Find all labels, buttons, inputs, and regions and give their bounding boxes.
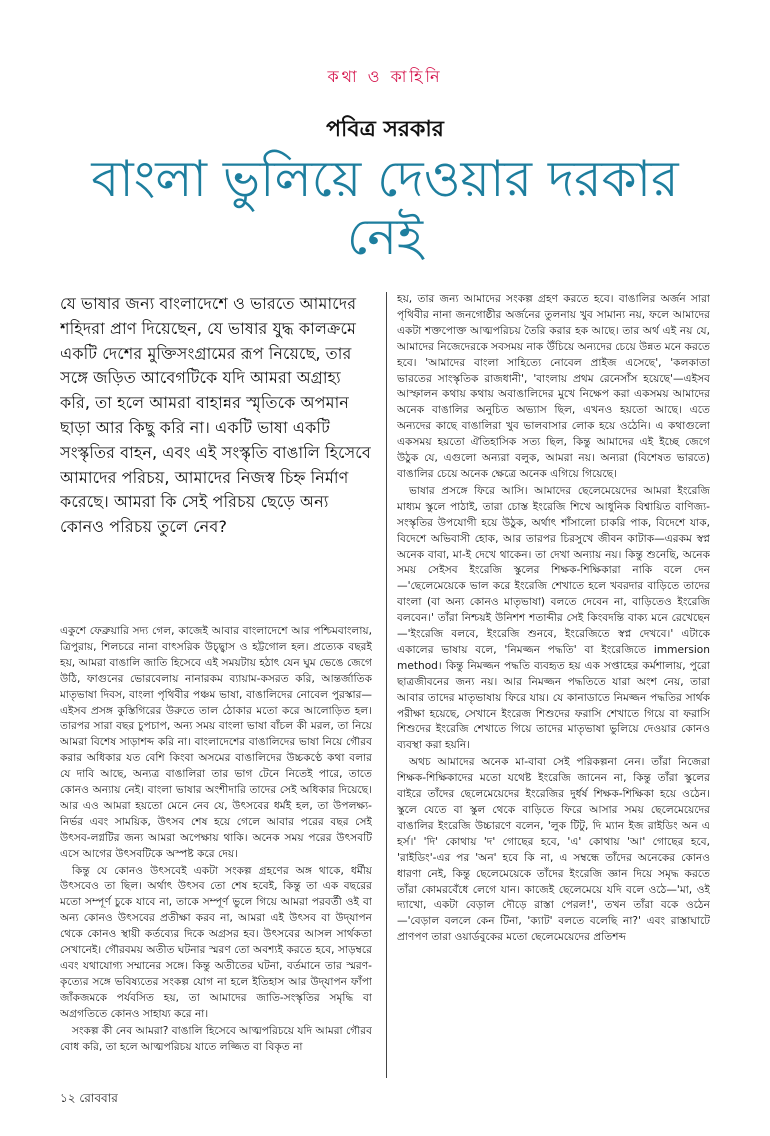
column-divider	[386, 292, 387, 1078]
left-column	[60, 292, 372, 1078]
author-byline: পবিত্র সরকার	[326, 117, 444, 142]
body-paragraph: সংকল্প কী নেব আমরা? বাঙালি হিসেবে আত্মপরিচয়ে যদি আমরা গৌরব বোধ করি, তা হলে আত্মপরিচয় যাতে লজ্জিত বা বিকৃত না	[60, 1024, 372, 1053]
body-paragraph: কিন্তু যে কোনও উৎসবেই একটা সংকল্প গ্রহণের অঙ্গ থাকে, ধর্মীয় উৎসবেও তা ছিল। অর্থাৎ উৎসব তো শেষ হবেই, কিন্তু তা এক বছরের মতো সম্পূর্ণ চুকে যাবে না, তাকে সম্পূর্ণ ভুলে গিয়ে আমরা পরবর্তী ওই বা অন্য কোনও উৎসবের প্রতীক্ষা করব না, আমরা এই উৎসব বা উদ্‌যাপন থেকে কোনও স্থায়ী কর্তব্যের দিকে অগ্রসর হব। উৎসবের আসল সার্থকতা সেখানেই। গৌরবময় অতীত ঘটনার স্মরণ তো অবশ্যই করতে হবে, সাড়ম্বরে এবং যথাযোগ্য সম্মানের সঙ্গে। কিন্তু অতীতের ঘটনা, বর্তমানে তার স্মরণ-কৃত্যের সঙ্গে ভবিষ্যতের সংকল্প যোগ না হলে ইতিহাস আর উদ্‌যাপন ফাঁপা জাঁকজমকে পর্যবসিত হয়, তা আমাদের জাতি-সংস্কৃতির সমৃদ্ধি বা অগ্রগতিতে কোনও সাহায্য করে না।	[60, 864, 372, 1020]
body-paragraph: ভাষার প্রসঙ্গে ফিরে আসি। আমাদের ছেলেমেয়েদের আমরা ইংরেজি মাধ্যম স্কুলে পাঠাই, তারা চোস্ত ইংরেজি শিখে আধুনিক বিশ্বায়িত বাণিজ্য-সংস্কৃতির উপযোগী হয়ে উঠুক, অর্থাৎ শাঁসালো চাকরি পাক, বিদেশে যাক, বিদেশে অভিবাসী হোক, আর তারপর চিরসুখে জীবন কাটাক—এরকম স্বপ্ন অনেক বাবা, মা-ই দেখে থাকেন। তা দেখা অন্যায় নয়। কিন্তু শুনেছি, অনেক সময় সেইসব ইংরেজি স্কুলের শিক্ষক-শিক্ষিকারা নাকি বলে দেন—'ছেলেমেয়েকে ভাল করে ইংরেজি শেখাতে হলে খবরদার বাড়িতে তাদের বাংলা (বা অন্য কোনও মাতৃভাষা) বলতে দেবেন না, বাড়িতেও ইংরেজি বলবেন।' তাঁরা নিশ্চয়ই উনিশশ শতাব্দীর সেই কিংবদন্তি বাক্য মনে রেখেছেন—'ইংরেজি বলবে, ইংরেজি শুনবে, ইংরেজিতে স্বপ্ন দেখবে।' এটাকে একালের ভাষায় বলে, 'নিমজ্জন পদ্ধতি' বা ইংরেজিতে immersion method। কিন্তু নিমজ্জন পদ্ধতি ব্যবহৃত হয় এক সপ্তাহের কর্মশালায়, পুরো ছাত্রজীবনের জন্য নয়। আর নিমজ্জন পদ্ধতিতে যারা অংশ নেয়, তারা আবার তাদের মাতৃভাষায় ফিরে যায়। যে কানাডাতে নিমজ্জন পদ্ধতির সার্থক পরীক্ষা হয়েছে, সেখানে ইংরেজ শিশুদের ফরাসি শেখাতে গিয়ে বা ফরাসি শিশুদের ইংরেজি শেখাতে গিয়ে তাদের মাতৃভাষা ভুলিয়ে দেওয়ার কোনও ব্যবস্থা করা হয়নি।	[397, 484, 710, 752]
page-footer: ১২ রোববার	[60, 1091, 118, 1105]
section-kicker: কথা ও কাহিনি	[327, 67, 443, 86]
article-headline: বাংলা ভুলিয়ে দেওয়ার দরকার নেই	[91, 150, 679, 266]
left-body	[60, 624, 372, 1055]
body-paragraph: একুশে ফেব্রুয়ারি সদ্য গেল, কাজেই আবার বাংলাদেশে আর পশ্চিমবাংলায়, ত্রিপুরায়, শিলচরে নানা বাৎসরিক উচ্ছ্বাস ও হট্টগোল হল। প্রত্যেক বছরই হয়, আমরা বাঙালি জাতি হিসেবে এই সময়টায় হঠাৎ যেন ঘুম ভেঙে জেগে উঠি, ফাগুনের ভোরবেলায় নানারকম ব্যায়াম-কসরত করি, আন্তর্জাতিক মাতৃভাষা দিবস, বাংলা পৃথিবীর পঞ্চম ভাষা, বাঙালিদের নোবেল পুরস্কার—এইসব প্রসঙ্গ কুস্তিগিরের উরুতে তাল ঠোকার মতো করে আলোড়িত হল। তারপর সারা বছর চুপচাপ, অন্য সময় বাংলা ভাষা বাঁচল কী মরল, তা নিয়ে আমরা বিশেষ সাড়াশব্দ করি না। বাংলাদেশের বাঙালিদের ভাষা নিয়ে গৌরব করার অধিকার যত বেশি কিংবা অসমের বাঙালিদের উচ্চকণ্ঠে কথা বলার যে দাবি আছে, অন্যত্র বাঙালিরা তার ভাগ টেনে নিতেই পারে, তাতে কোনও অন্যায় নেই। বাংলা ভাষার অংশীদারি তাদের সেই অধিকার দিয়েছে। আর এও আমরা হয়তো মেনে নেব যে, উৎসবের ধর্মই হল, তা উপলক্ষ্য-নির্ভর এবং সাময়িক, উৎসব শেষ হয়ে গেলে আবার পরের বছর সেই উৎসব-লগ্নটির জন্য আমরা অপেক্ষায় থাকি। অনেক সময় পরের উৎসবটি এসে আগের উৎসবটিকে অস্পষ্ট করে দেয়।	[60, 624, 372, 860]
body-paragraph: হয়, তার জন্য আমাদের সংকল্প গ্রহণ করতে হবে। বাঙালির অর্জন সারা পৃথিবীর নানা জনগোষ্ঠীর অর্জনের তুলনায় খুব সামান্য নয়, ফলে আমাদের একটা শক্তপোক্ত আত্মপরিচয় তৈরি করার হক আছে। তার অর্থ এই নয় যে, আমাদের নিজেদেরকে সবসময় নাক উঁচিয়ে অন্যদের চেয়ে উন্নত মনে করতে হবে। 'আমাদের বাংলা সাহিত্যে নোবেল প্রাইজ এসেছে', 'কলকাতা ভারতের সাংস্কৃতিক রাজধানী', 'বাংলায় প্রথম রেনেসাঁস হয়েছে'—এইসব আস্ফালন কথায় কথায় অবাঙালিদের মুখে নিক্ষেপ করা একসময় আমাদের অনেক বাঙালির অনুচিত অভ্যাস ছিল, এখনও হয়তো আছে। এতে অন্যদের কাছে বাঙালিরা খুব ভালবাসার লোক হয়ে ওঠেনি। এ কথাগুলো একসময় হয়তো ঐতিহাসিক সত্য ছিল, কিন্তু আমাদের এই ইচ্ছে জেগে উঠুক যে, এগুলো অন্যরা বলুক, আমরা নয়। অন্যরা (বিশেষত ভারতে) বাঙালির চেয়ে অনেক ক্ষেত্রে অনেক এগিয়ে গিয়েছে।	[397, 293, 710, 480]
body-paragraph: অথচ আমাদের অনেক মা-বাবা সেই পরিকল্পনা নেন। তাঁরা নিজেরা শিক্ষক-শিক্ষিকাদের মতো যথেষ্ট ইংরেজি জানেন না, কিন্তু তাঁরা স্কুলের বাইরে তাঁদের ছেলেমেয়েদের ইংরেজির দুর্ধর্ষ শিক্ষক-শিক্ষিকা হয়ে ওঠেন। স্কুলে যেতে বা স্কুল থেকে বাড়িতে ফিরে আসার সময় ছেলেমেয়েদের বাঙালির ইংরেজি উচ্চারণে বলেন, 'লুক টিটু, দি ম্যান ইজ রাইডিং অন এ হর্স।' 'দি' কোথায় 'দ' গোছের হবে, 'এ' কোথায় 'আ' গোছের হবে, 'রাইডিং'-এর পর 'অন' হবে কি না, এ সম্বন্ধে তাঁদের অনেকের কোনও ধারণা নেই, কিন্তু ছেলেমেয়েকে তাঁদের ইংরেজি জ্ঞান দিয়ে সমৃদ্ধ করতে তাঁরা কোমরবেঁধে লেগে যান। কাজেই ছেলেমেয়ে যদি বলে ওঠে—'মা, ওই দ্যাখো, একটা বেড়াল দৌড়ে রাস্তা পেরল!', তখন তাঁরা বকে ওঠেন—'বেড়াল বললে কেন টিনা, 'ক্যাট' বলতে বলেছি না?' এবং রাস্তাঘাটে প্রাণপণ তারা ওয়ার্ডবুকের মতো ছেলেমেয়েদের প্রতিশব্দ	[397, 756, 710, 944]
article-lede: যে ভাষার জন্য বাংলাদেশে ও ভারতে আমাদের শহিদরা প্রাণ দিয়েছেন, যে ভাষার যুদ্ধ কালক্রমে একটি দেশের মুক্তিসংগ্রামের রূপ নিয়েছে, তার সঙ্গে জড়িত আবেগটিকে যদি আমরা অগ্রাহ্য করি, তা হলে আমরা বাহান্নর স্মৃতিকে অপমান ছাড়া আর কিছু করি না। একটি ভাষা একটি সংস্কৃতির বাহন, এবং এই সংস্কৃতি বাঙালি হিসেবে আমাদের পরিচয়, আমাদের নিজস্ব চিহ্ন নির্মাণ করেছে। আমরা কি সেই পরিচয় ছেড়ে অন্য কোনও পরিচয় তুলে নেব?	[60, 294, 371, 537]
right-column	[397, 292, 710, 1078]
